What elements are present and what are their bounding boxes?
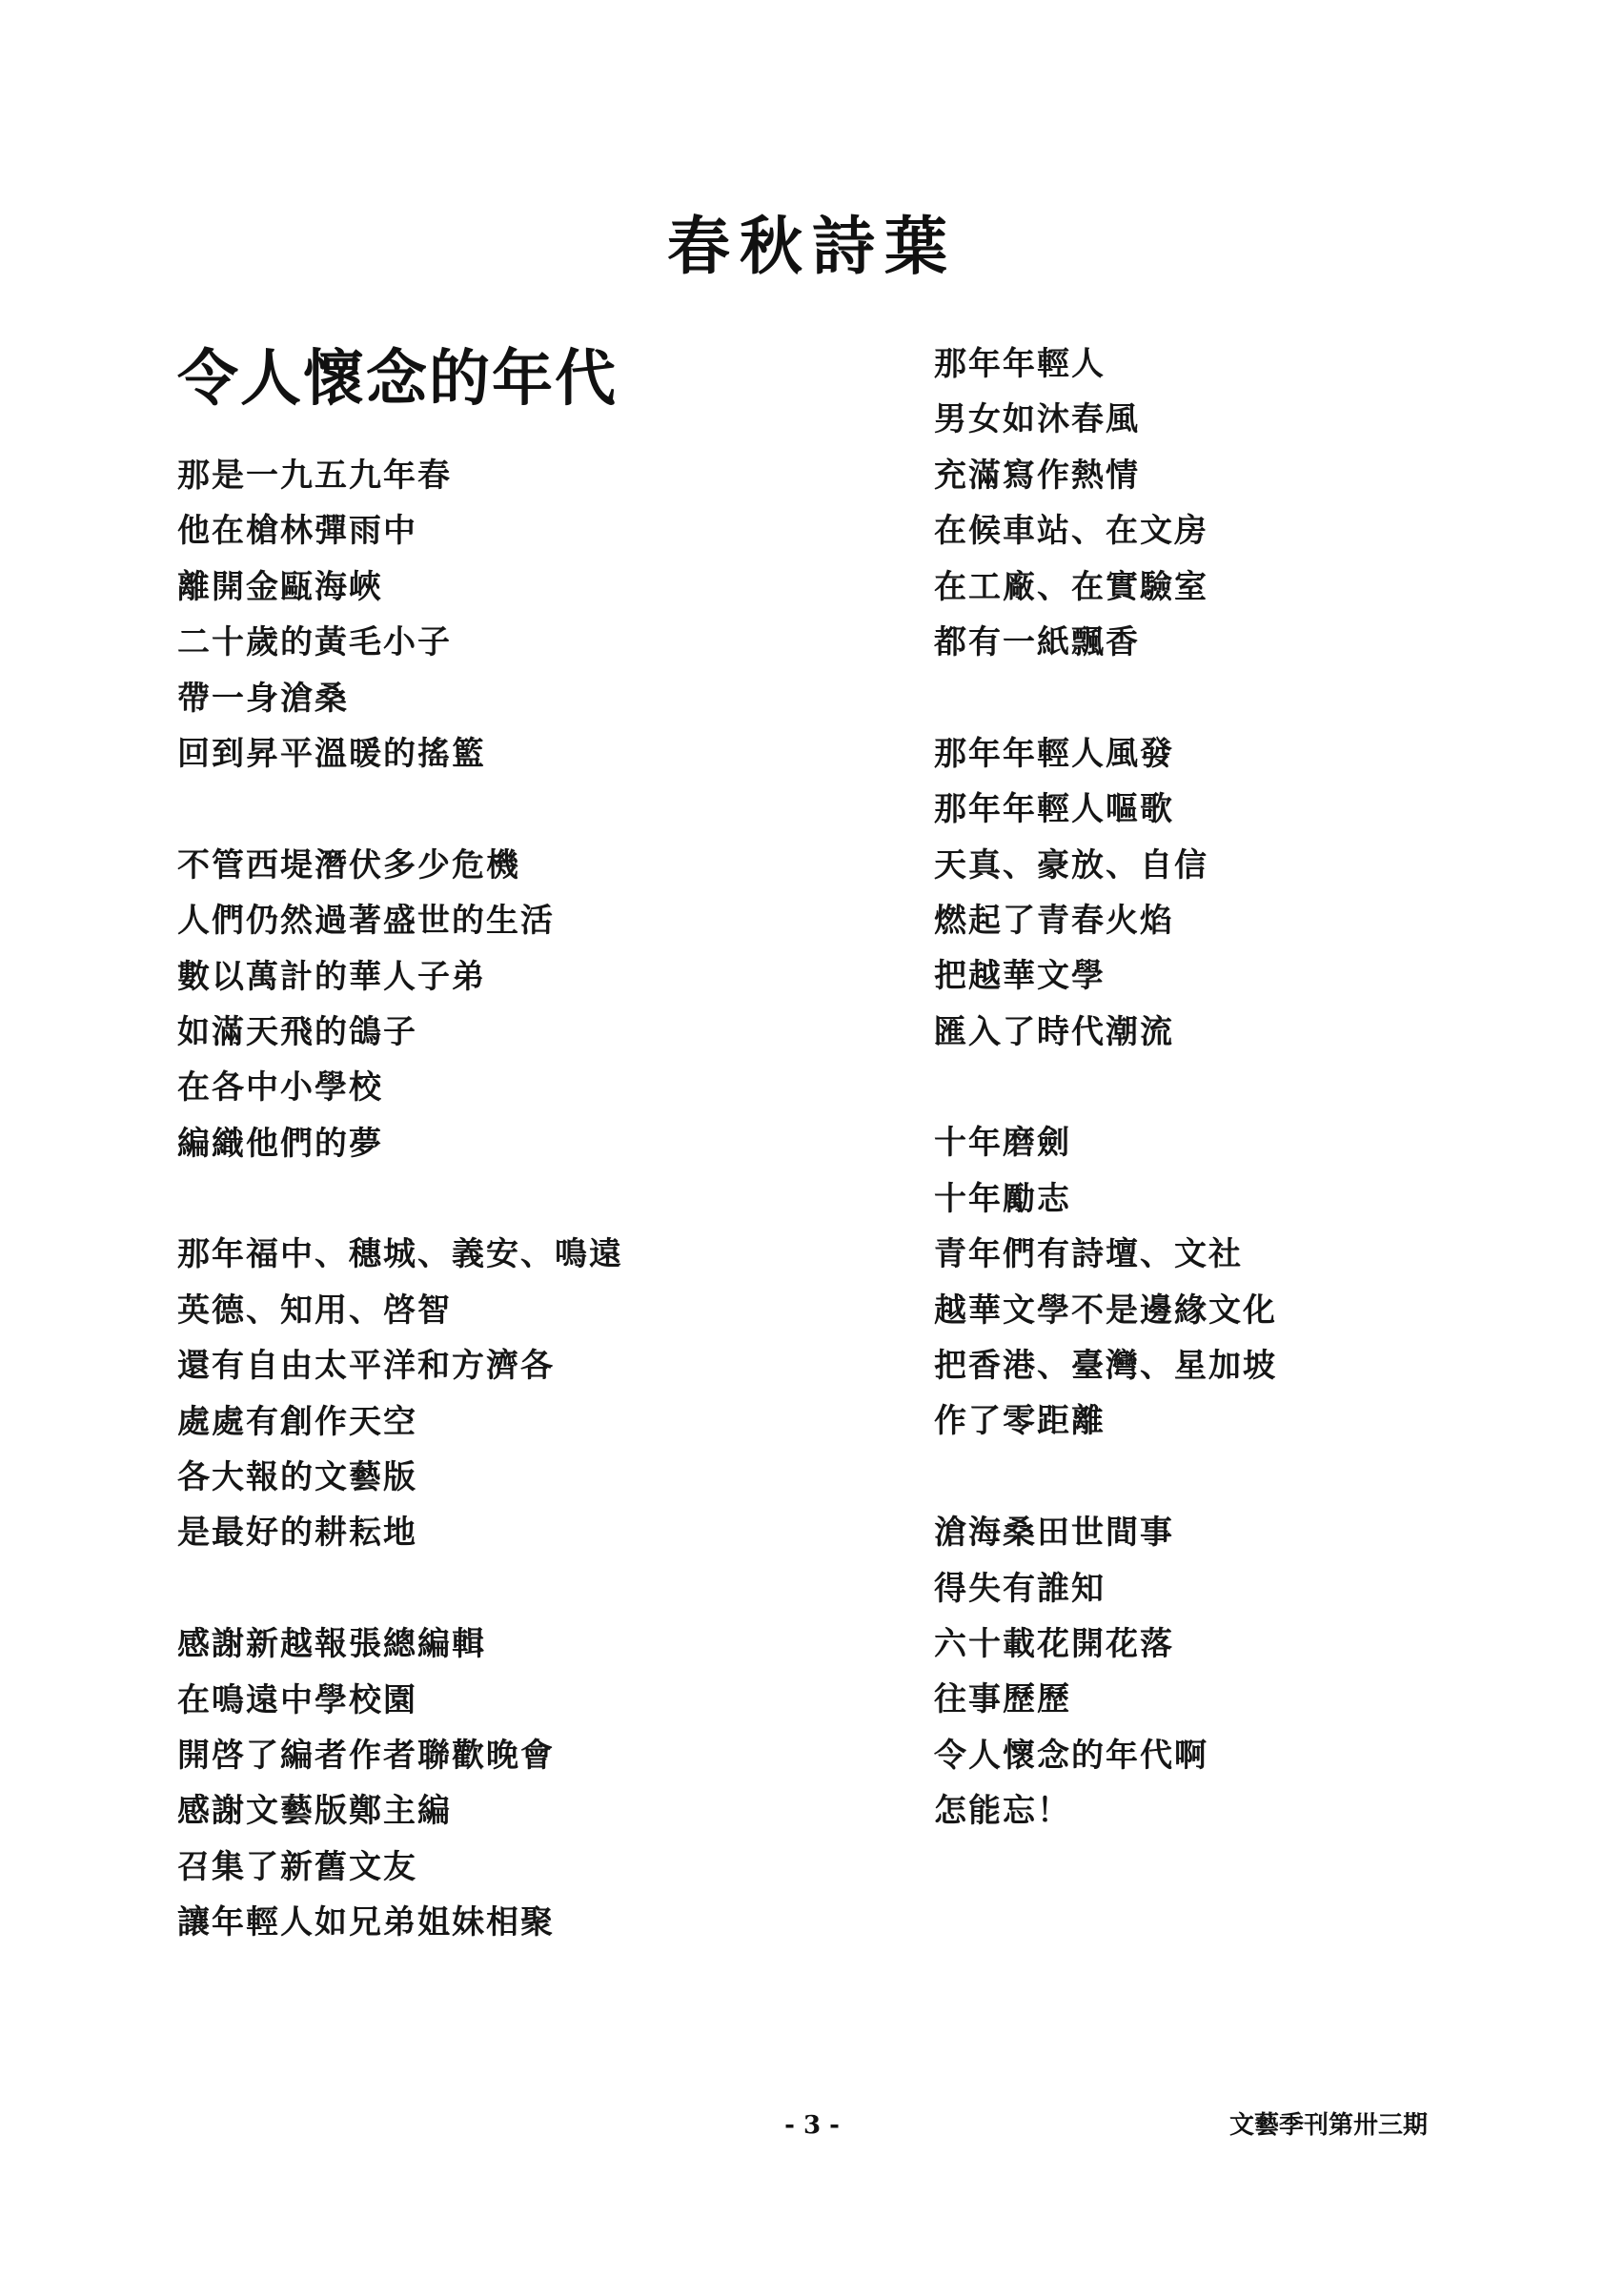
poem-line: 離開金甌海峽 — [177, 567, 383, 606]
poem-line: 是最好的耕耘地 — [177, 1514, 417, 1553]
poem-line: 越華文學不是邊緣文化 — [934, 1291, 1277, 1330]
poem-line: 那年年輕人風發 — [934, 734, 1174, 773]
poem-line: 十年勵志 — [934, 1179, 1071, 1218]
poem-line: 把香港、臺灣、星加坡 — [934, 1347, 1277, 1386]
poem-line: 讓年輕人如兄弟姐妹相聚 — [177, 1903, 555, 1942]
poem-line: 在各中小學校 — [177, 1068, 383, 1108]
poem-line: 六十載花開花落 — [934, 1624, 1174, 1663]
poem-line: 各大報的文藝版 — [177, 1458, 417, 1497]
poem-column-left — [177, 448, 787, 1951]
poem-line: 燃起了青春火焰 — [934, 901, 1174, 940]
poem-line: 青年們有詩壇、文社 — [934, 1235, 1243, 1274]
poem-line: 那年福中、穗城、義安、鳴遠 — [177, 1235, 623, 1274]
poem-title: 令人懷念的年代 — [177, 344, 618, 415]
poem-line: 怎能忘！ — [934, 1792, 1071, 1831]
poem-line: 在候車站、在文房 — [934, 512, 1208, 551]
poem-line: 開啓了編者作者聯歡晚會 — [177, 1736, 555, 1775]
poem-line: 那年年輕人 — [934, 345, 1106, 383]
stanza-break — [177, 782, 787, 837]
poem-line: 都有一紙飄香 — [934, 622, 1140, 661]
poem-line: 還有自由太平洋和方濟各 — [177, 1347, 555, 1386]
poem-line: 召集了新舊文友 — [177, 1847, 417, 1886]
poem-line: 把越華文學 — [934, 957, 1106, 996]
poem-line: 他在槍林彈雨中 — [177, 512, 417, 551]
poem-line: 如滿天飛的鴿子 — [177, 1012, 417, 1051]
page-number: - 3 - — [784, 2111, 840, 2140]
poem-line: 在工廠、在實驗室 — [934, 567, 1208, 606]
poem-line: 編織他們的夢 — [177, 1124, 383, 1163]
poem-column-right — [934, 336, 1544, 1840]
poem-line: 數以萬計的華人子弟 — [177, 957, 486, 996]
poem-line: 在鳴遠中學校園 — [177, 1680, 417, 1719]
poem-line: 英德、知用、啓智 — [177, 1291, 452, 1330]
stanza-break — [177, 1561, 787, 1616]
poem-line: 感謝新越報張總編輯 — [177, 1625, 486, 1664]
poem-line: 十年磨劍 — [934, 1124, 1071, 1163]
poem-line: 二十歲的黃毛小子 — [177, 623, 452, 662]
poem-line: 充滿寫作熱情 — [934, 456, 1140, 495]
poem-line: 那是一九五九年春 — [177, 457, 452, 495]
stanza-break — [934, 1450, 1544, 1505]
poem-line: 帶一身滄桑 — [177, 679, 349, 718]
poem-line: 那年年輕人嘔歌 — [934, 790, 1174, 829]
poem-line: 處處有創作天空 — [177, 1402, 417, 1441]
poem-line: 天真、豪放、自信 — [934, 845, 1208, 884]
poem-line: 往事歷歷 — [934, 1680, 1071, 1719]
poem-line: 回到昇平溫暖的搖籃 — [177, 734, 486, 773]
poem-line: 人們仍然過著盛世的生活 — [177, 902, 555, 941]
poem-line: 男女如沐春風 — [934, 400, 1140, 439]
section-header: 春秋詩葉 — [667, 209, 957, 283]
poem-line: 得失有誰知 — [934, 1569, 1106, 1608]
stanza-break — [934, 670, 1544, 725]
stanza-break — [177, 1171, 787, 1227]
journal-name: 文藝季刊第卅三期 — [1229, 2111, 1429, 2140]
poem-line: 不管西堤潛伏多少危機 — [177, 845, 520, 884]
poem-line: 匯入了時代潮流 — [934, 1012, 1174, 1051]
poem-line: 滄海桑田世間事 — [934, 1514, 1174, 1553]
stanza-break — [934, 1060, 1544, 1115]
poem-line: 感謝文藝版鄭主編 — [177, 1792, 452, 1831]
poem-line: 作了零距離 — [934, 1402, 1106, 1441]
poem-line: 令人懷念的年代啊 — [934, 1736, 1208, 1775]
